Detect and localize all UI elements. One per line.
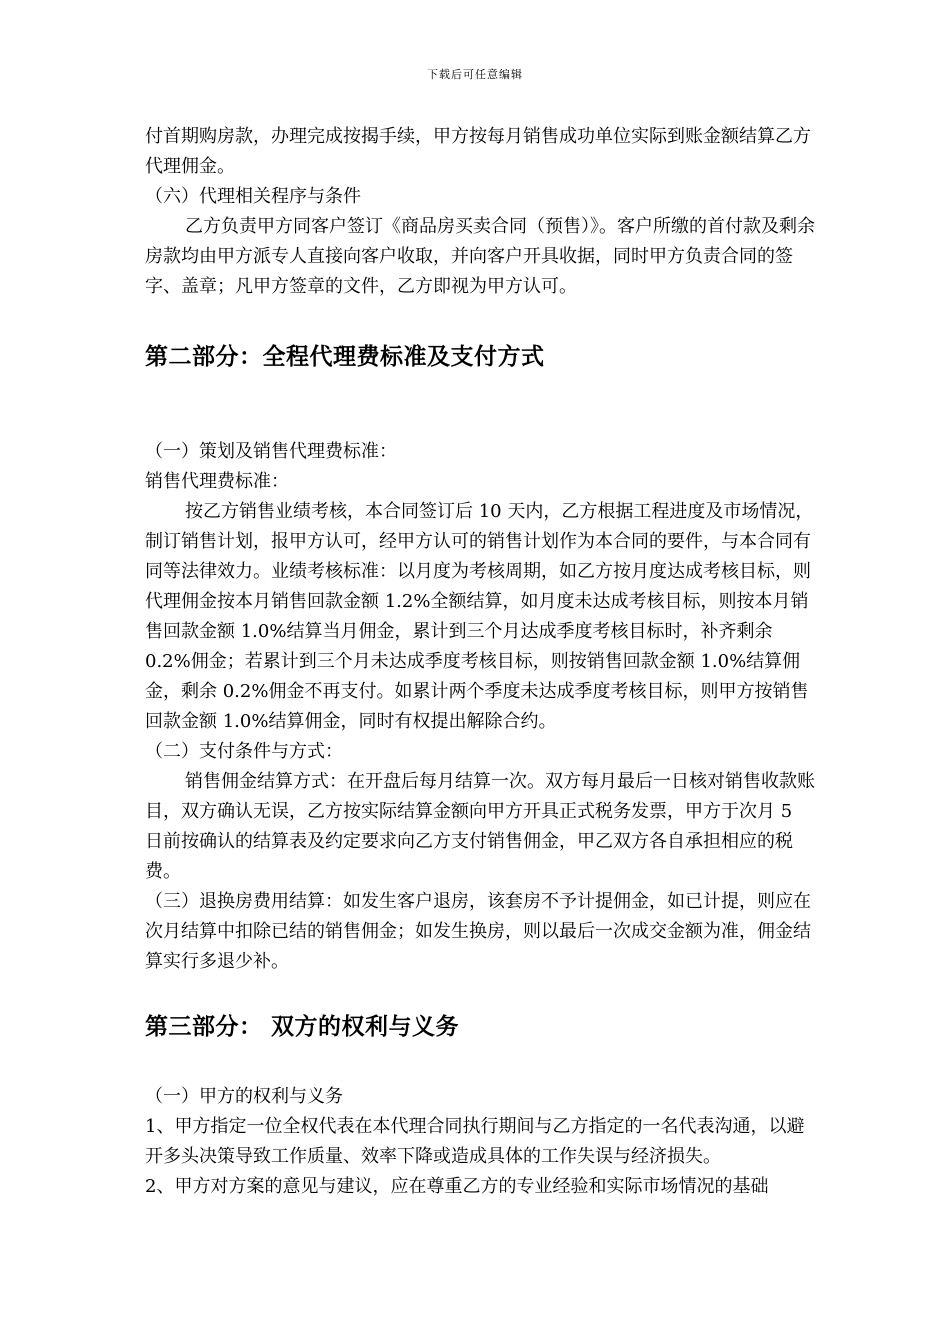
section-3-body xyxy=(145,1082,815,1202)
paragraph: 2、甲方对方案的意见与建议，应在尊重乙方的专业经验和实际市场情况的基础 xyxy=(145,1176,769,1197)
paragraph: 付首期购房款，办理完成按揭手续，甲方按每月销售成功单位实际到账金额结算乙方代理佣金。 xyxy=(145,126,811,177)
block-1 xyxy=(145,122,815,302)
subheading: （六）代理相关程序与条件 xyxy=(145,186,361,207)
paragraph: 1、甲方指定一位全权代表在本代理合同执行期间与乙方指定的一名代表沟通，以避开多头决策导致工作质量、效率下降或造成具体的工作失误与经济损失。 xyxy=(145,1116,805,1167)
paragraph: 销售佣金结算方式：在开盘后每月结算一次。双方每月最后一日核对销售收款账目，双方确认无误，乙方按实际结算金额向甲方开具正式税务发票，甲方于次月 5 日前按确认的结算表及约定要求向乙方支付销售佣金，甲乙双方各自承担相应的税费。 xyxy=(145,771,815,882)
paragraph: （三）退换房费用结算：如发生客户退房，该套房不予计提佣金，如已计提，则应在次月结算中扣除已结的销售佣金；如发生换房，则以最后一次成交金额为准，佣金结算实行多退少补。 xyxy=(145,891,811,972)
section-3-title: 第三部分： 双方的权利与义务 xyxy=(145,1014,460,1040)
paragraph: 乙方负责甲方同客户签订《商品房买卖合同（预售）》。客户所缴的首付款及剩余房款均由甲方派专人直接向客户收取，并向客户开具收据，同时甲方负责合同的签字、盖章；凡甲方签章的文件，乙方即视为甲方认可。 xyxy=(145,216,815,297)
subheading: （二）支付条件与方式： xyxy=(145,741,343,762)
page-header: 下载后可任意编辑 xyxy=(427,68,523,81)
subheading: （一）甲方的权利与义务 xyxy=(145,1086,343,1107)
subheading: 销售代理费标准： xyxy=(145,471,289,492)
subheading: （一）策划及销售代理费标准： xyxy=(145,441,397,462)
section-2-body xyxy=(145,437,815,977)
paragraph: 按乙方销售业绩考核，本合同签订后 10 天内，乙方根据工程进度及市场情况，制订销售计划，报甲方认可，经甲方认可的销售计划作为本合同的要件，与本合同有同等法律效力。业绩考核标准：以月度为考核周期，如乙方按月度达成考核目标，则代理佣金按本月销售回款金额 1.2%全额结算，如月度未达成考核目标，则按本月销售回款金额 1.0%结算当月佣金，累计到三个月达成季度考核目标时，补齐剩余 0.2%佣金；若累计到三个月未达成季度考核目标，则按销售回款金额 1.0%结算佣金，剩余 0.2%佣金不再支付。如累计两个季度未达成季度考核目标，则甲方按销售回款金额 1.0%结算佣金，同时有权提出解除合约。 xyxy=(145,501,814,732)
section-2-title: 第二部分：全程代理费标准及支付方式 xyxy=(145,344,545,370)
